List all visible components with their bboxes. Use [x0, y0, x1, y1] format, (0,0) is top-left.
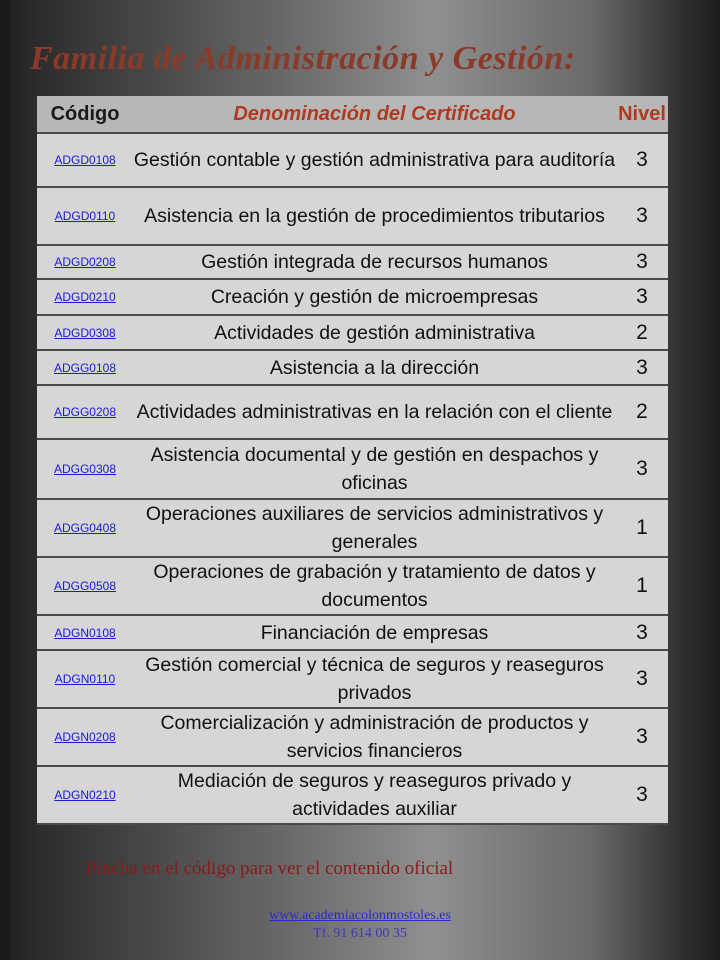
code-cell — [37, 766, 133, 824]
certificate-code-link[interactable]: ADGG0108 — [53, 360, 117, 375]
certificate-code-link[interactable]: ADGD0208 — [54, 255, 116, 269]
table-row — [37, 615, 668, 650]
certificate-name: Gestión contable y gestión administrativa para auditoría — [133, 133, 616, 187]
certificate-level: 3 — [616, 133, 668, 187]
table-row — [37, 557, 668, 615]
certificate-code-link[interactable]: ADGG0508 — [53, 579, 117, 593]
code-cell — [37, 557, 133, 615]
code-cell — [37, 187, 133, 245]
certificate-code-link[interactable]: ADGN0210 — [54, 788, 116, 802]
certificate-code-link[interactable]: ADGN0208 — [54, 730, 116, 744]
certificate-level: 3 — [616, 279, 668, 315]
certificate-level: 1 — [616, 557, 668, 615]
code-cell — [37, 708, 133, 766]
table-row — [37, 315, 668, 350]
code-cell — [37, 385, 133, 439]
certificate-name: Operaciones de grabación y tratamiento de datos y documentos — [133, 557, 616, 615]
certificate-level: 3 — [616, 766, 668, 824]
certificate-level: 3 — [616, 708, 668, 766]
certificate-name: Financiación de empresas — [133, 615, 616, 650]
table-row — [37, 499, 668, 557]
code-cell — [37, 615, 133, 650]
certificate-code-link[interactable]: ADGG0408 — [53, 521, 117, 535]
table-row — [37, 245, 668, 279]
certificate-code-link[interactable]: ADGG0308 — [53, 462, 117, 476]
certificate-level: 3 — [616, 187, 668, 245]
certificate-code-link[interactable]: ADGG0208 — [53, 405, 117, 419]
phone-number: Tf. 91 614 00 35 — [313, 926, 407, 941]
table-row — [37, 350, 668, 385]
table-row — [37, 187, 668, 245]
certificate-name: Actividades de gestión administrativa — [133, 315, 616, 350]
certificate-name: Comercialización y administración de productos y servicios financieros — [133, 708, 616, 766]
table-header-row — [37, 96, 668, 133]
table-row — [37, 650, 668, 708]
table-row — [37, 708, 668, 766]
table-row — [37, 385, 668, 439]
certificate-code-link[interactable]: ADGD0110 — [54, 209, 116, 223]
certificate-name: Actividades administrativas en la relación con el cliente — [133, 385, 616, 439]
certificate-level: 2 — [616, 315, 668, 350]
certificate-name: Gestión comercial y técnica de seguros y reaseguros privados — [133, 650, 616, 708]
code-cell — [37, 245, 133, 279]
instruction-note: Pincha en el código para ver el contenido oficial — [86, 858, 454, 879]
certificate-level: 1 — [616, 499, 668, 557]
certificate-name: Asistencia a la dirección — [133, 350, 616, 385]
left-edge-band — [0, 0, 10, 960]
certificate-level: 3 — [616, 245, 668, 279]
website-link[interactable]: www.academiacolonmostoles.es — [269, 908, 451, 923]
code-cell — [37, 133, 133, 187]
certificate-level: 3 — [616, 439, 668, 499]
certificate-name: Mediación de seguros y reaseguros privado y actividades auxiliar — [133, 766, 616, 824]
certificate-code-link[interactable]: ADGN0110 — [54, 672, 116, 686]
page-title: Familia de Administración y Gestión: — [30, 40, 576, 77]
certificate-code-link[interactable]: ADGD0308 — [54, 325, 116, 340]
certificate-level: 2 — [616, 385, 668, 439]
certificate-level: 3 — [616, 615, 668, 650]
table-row — [37, 439, 668, 499]
certificate-code-link[interactable]: ADGN0108 — [54, 625, 116, 640]
code-cell — [37, 499, 133, 557]
column-header-name: Denominación del Certificado — [133, 96, 616, 133]
certificate-name: Asistencia documental y de gestión en despachos y oficinas — [133, 439, 616, 499]
code-cell — [37, 650, 133, 708]
column-header-code: Código — [37, 96, 133, 133]
code-cell — [37, 439, 133, 499]
certificates-table — [37, 96, 668, 825]
code-cell — [37, 315, 133, 350]
table-row — [37, 133, 668, 187]
certificate-code-link[interactable]: ADGD0210 — [54, 290, 116, 304]
code-cell — [37, 350, 133, 385]
certificate-name: Creación y gestión de microempresas — [133, 279, 616, 315]
certificate-level: 3 — [616, 650, 668, 708]
certificate-code-link[interactable]: ADGD0108 — [54, 153, 116, 167]
certificate-name: Operaciones auxiliares de servicios administrativos y generales — [133, 499, 616, 557]
certificate-level: 3 — [616, 350, 668, 385]
certificate-name: Gestión integrada de recursos humanos — [133, 245, 616, 279]
table-row — [37, 279, 668, 315]
certificate-name: Asistencia en la gestión de procedimientos tributarios — [133, 187, 616, 245]
column-header-level: Nivel — [616, 96, 668, 133]
table-row — [37, 766, 668, 824]
code-cell — [37, 279, 133, 315]
